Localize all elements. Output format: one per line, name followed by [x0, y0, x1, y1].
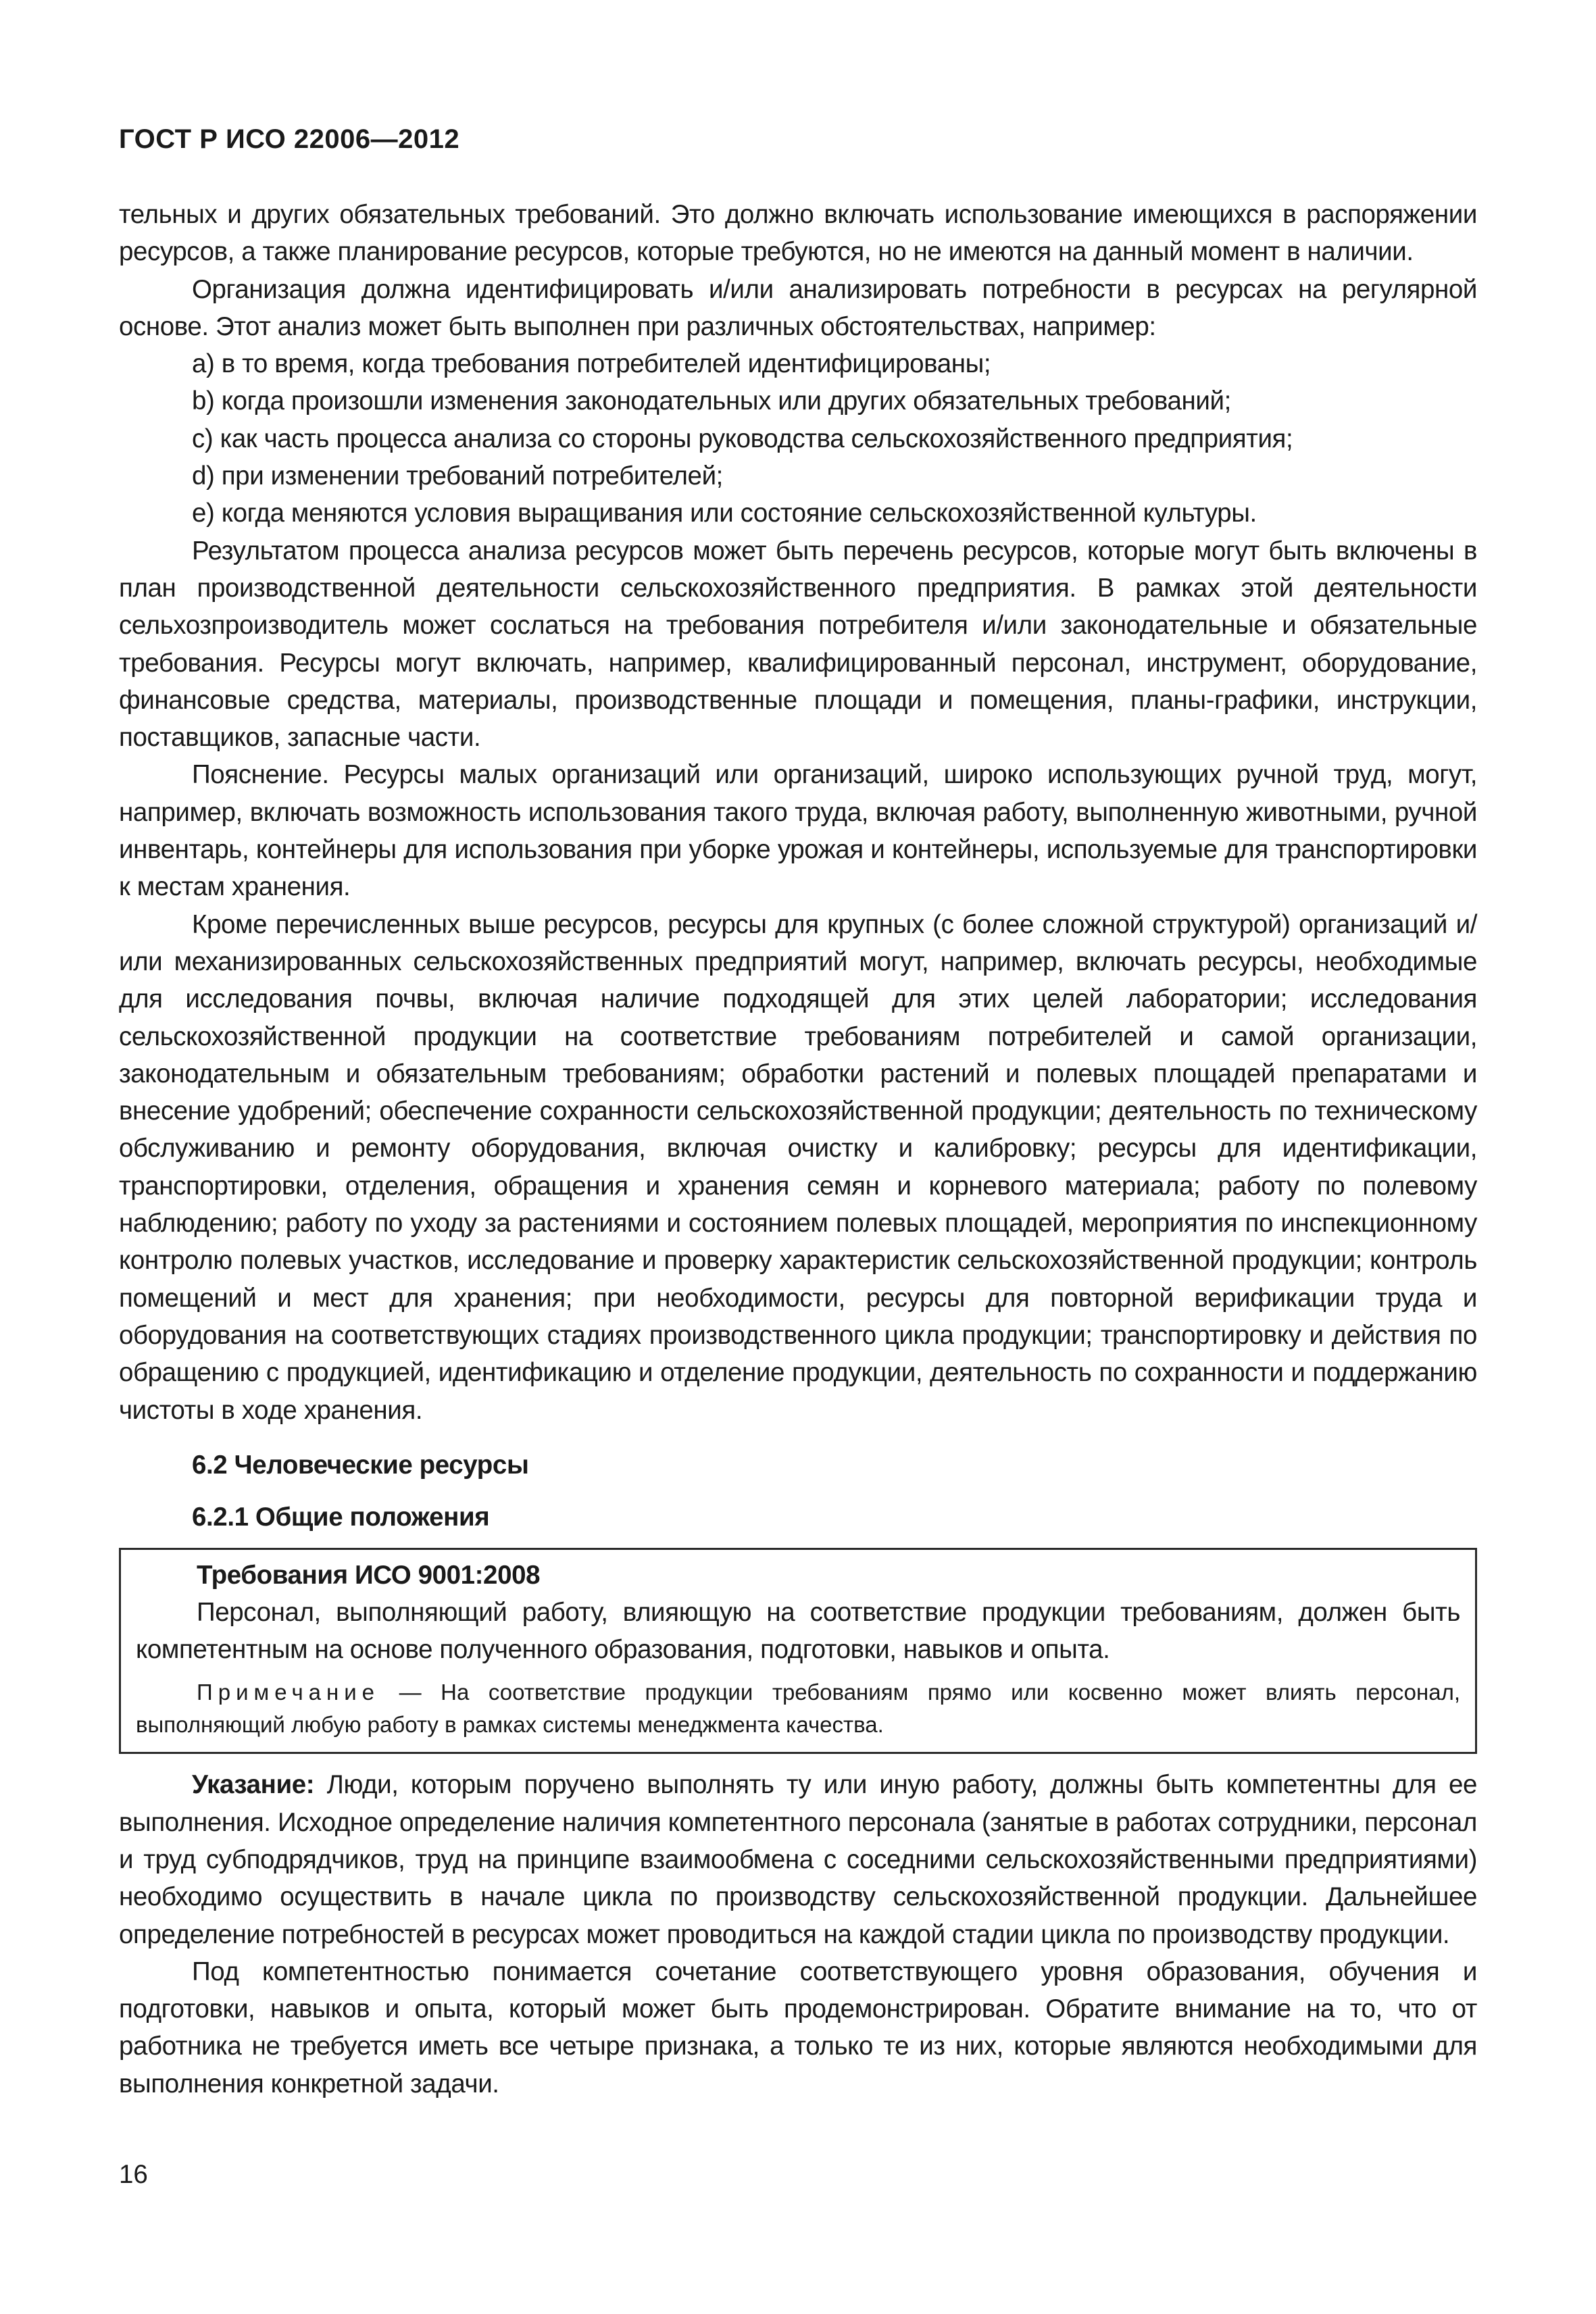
- list-item-d: d) при изменении требований потребителей;: [192, 461, 723, 491]
- requirements-box: [119, 1548, 1477, 1755]
- document-body: [119, 196, 1477, 2103]
- requirements-box-note: [136, 1676, 1460, 1741]
- guidance-text: Люди, которым поручено выполнять ту или иную работу, должны быть компетентны для ее выполнения. Исходное определение наличия компетентного персонала (занятые в работах сотрудники, персонал и труд субподрядчиков, труд на принципе взаимообмена с соседними сельскохозяйственными предприятиями) необходимо осуществить в начале цикла по производству сельскохозяйственной продукции. Дальнейшее определение потребностей в ресурсах может проводиться на каждой стадии цикла по производству продукции.: [119, 1770, 1477, 1949]
- guidance-label: Указание:: [192, 1770, 315, 1800]
- list-item-a: a) в то время, когда требования потребителей идентифицированы;: [192, 349, 991, 379]
- list-item-e: e) когда меняются условия выращивания или состояние сельскохозяйственной культуры.: [192, 499, 1257, 528]
- paragraph-resource-list: Результатом процесса анализа ресурсов может быть перечень ресурсов, которые могут быть включены в план производственной деятельности сельскохозяйственного предприятия. В рамках этой деятельности сельхозпроизводитель может сослаться на требования потребителя и/или законодательные и обязательные требования. Ресурсы могут включать, например, квалифицированный персонал, инструмент, оборудование, финансовые средства, материалы, производственные площади и помещения, планы-графики, инструкции, поставщиков, запасные части.: [119, 536, 1477, 753]
- list-item-b: b) когда произошли изменения законодательных или других обязательных требований;: [192, 386, 1231, 416]
- section-heading-6-2: 6.2 Человеческие ресурсы: [192, 1450, 529, 1480]
- note-label: Примечание: [197, 1680, 380, 1705]
- paragraph-large-organizations: Кроме перечисленных выше ресурсов, ресурсы для крупных (с более сложной структурой) организаций и/или механизированных сельскохозяйственных предприятий могут, например, включать ресурсы, необходимые для исследования почвы, включая наличие подходящей для этих целей лаборатории; исследования сельскохозяйственной продукции на соответствие требованиям потребителей и самой организации, законодательным и обязательным требованиям; обработки растений и полевых площадей препаратами и внесение удобрений; обеспечение сохранности сельскохозяйственной продукции; деятельность по техническому обслуживанию и ремонту оборудования, включая очистку и калибровку; ресурсы для идентификации, транспортировки, отделения, обращения и хранения семян и корневого материала; работу по полевому наблюдению; работу по уходу за растениями и состоянием полевых площадей, мероприятия по инспекционному контролю полевых участков, исследование и проверку характеристик сельскохозяйственной продукции; контроль помещений и мест для хранения; при необходимости, ресурсы для повторной верификации труда и оборудования на соответствующих стадиях производственного цикла продукции; транспортировку и действия по обращению с продукцией, идентификацию и отделение продукции, деятельность по сохранности и поддержанию чистоты в ходе хранения.: [119, 909, 1477, 1425]
- document-header: ГОСТ Р ИСО 22006—2012: [119, 124, 460, 154]
- requirements-box-text: Персонал, выполняющий работу, влияющую на соответствие продукции требованиям, должен быть компетентным на основе полученного образования, подготовки, навыков и опыта.: [136, 1597, 1460, 1665]
- paragraph-guidance: [119, 1766, 1477, 1953]
- list-item-c: c) как часть процесса анализа со стороны руководства сельскохозяйственного предприятия;: [192, 424, 1293, 453]
- paragraph-resource-analysis: Организация должна идентифицировать и/или анализировать потребности в ресурсах на регулярной основе. Этот анализ может быть выполнен при различных обстоятельствах, например:: [119, 274, 1477, 341]
- paragraph-continuation: тельных и других обязательных требований. Это должно включать использование имеющихся в распоряжении ресурсов, а также планирование ресурсов, которые требуются, но не имеются на данный момент в наличии.: [119, 200, 1477, 267]
- section-heading-6-2-1: 6.2.1 Общие положения: [192, 1502, 490, 1532]
- page-number: 16: [119, 2160, 148, 2189]
- requirements-box-title: Требования ИСО 9001:2008: [197, 1560, 541, 1590]
- paragraph-explanation: Пояснение. Ресурсы малых организаций или организаций, широко использующих ручной труд, могут, например, включать возможность использования такого труда, включая работу, выполненную животными, ручной инвентарь, контейнеры для использования при уборке урожая и контейнеры, используемые для транспортировки к местам хранения.: [119, 760, 1477, 902]
- note-text: — На соответствие продукции требованиям прямо или косвенно может влиять персонал, выполняющий любую работу в рамках системы менеджмента качества.: [136, 1680, 1460, 1738]
- paragraph-competence: Под компетентностью понимается сочетание соответствующего уровня образования, обучения и подготовки, навыков и опыта, который может быть продемонстрирован. Обратите внимание на то, что от работника не требуется иметь все четыре признака, а только те из них, которые являются необходимыми для выполнения конкретной задачи.: [119, 1957, 1477, 2098]
